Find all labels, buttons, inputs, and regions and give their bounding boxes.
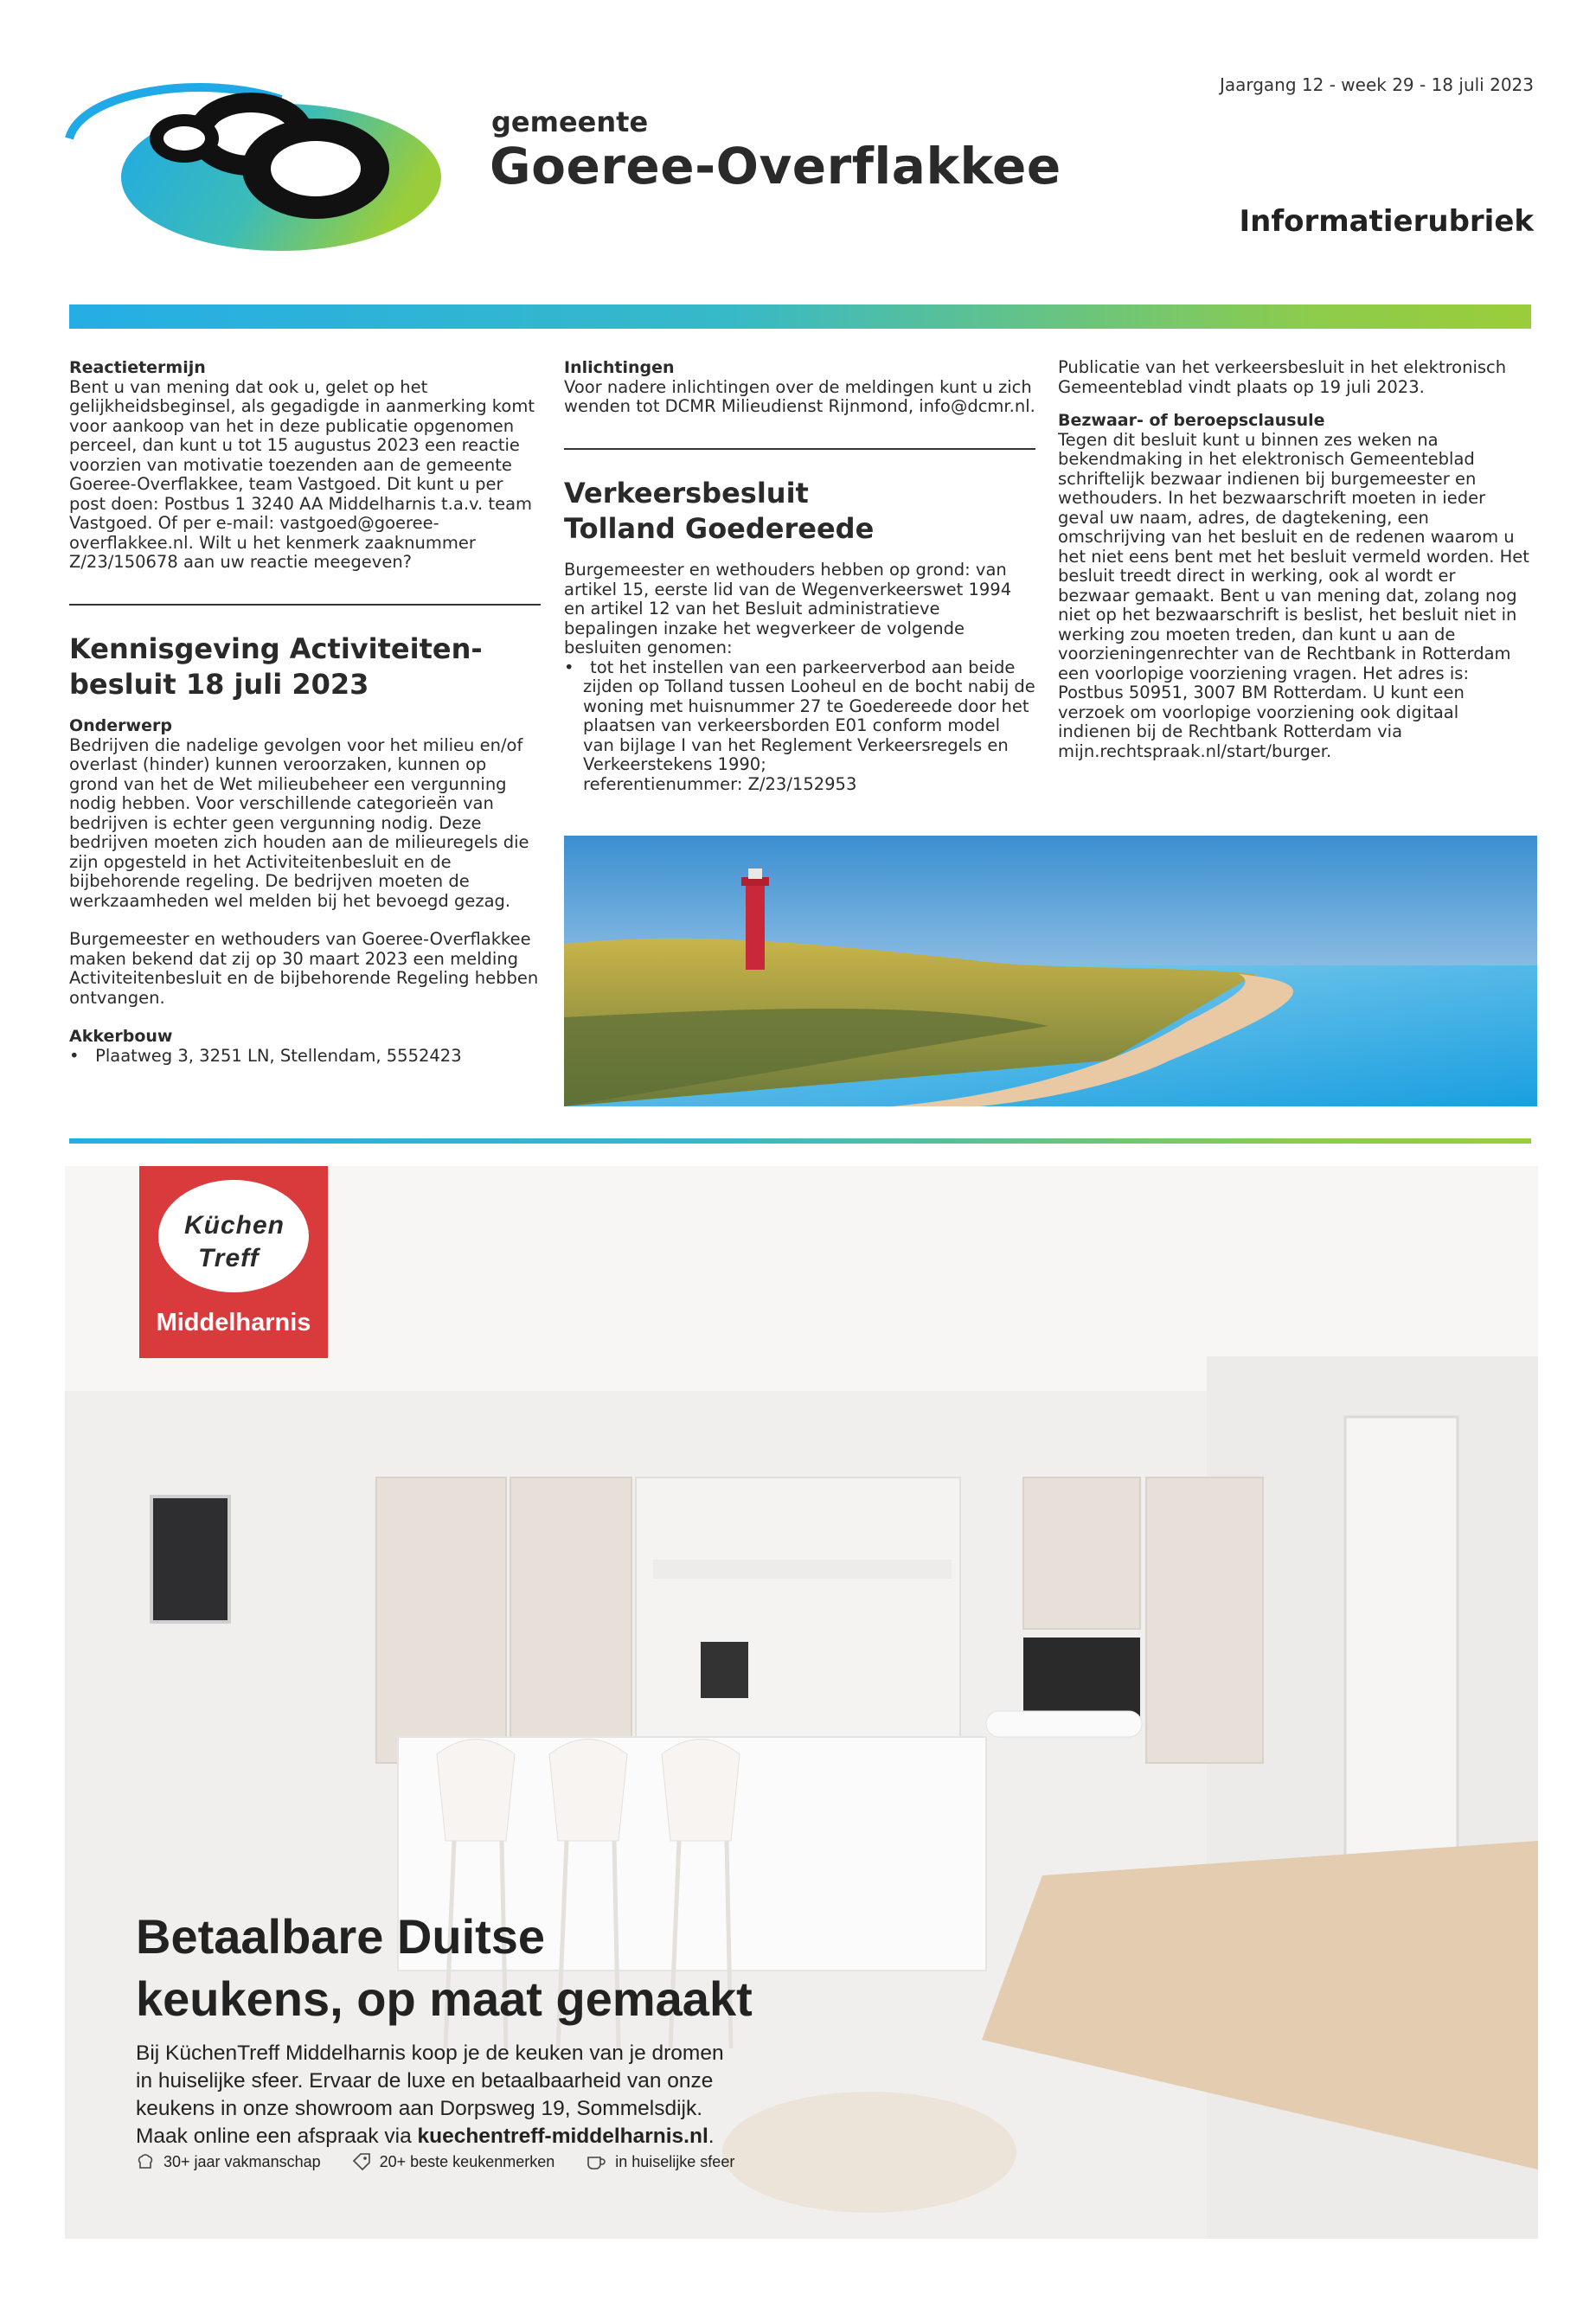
activiteitenbesluit-heading-line1: Kennisgeving Activiteiten- xyxy=(69,632,483,665)
bezwaar-label: Bezwaar- of beroepsclausule xyxy=(1058,411,1325,430)
gradient-divider-top xyxy=(69,304,1531,329)
inlichtingen-text: Voor nadere inlichtingen over de meldingen kunt u zich wenden tot DCMR Milieudienst Rijnmond, info@dcmr.nl. xyxy=(564,376,1035,416)
ad-features xyxy=(136,2152,734,2171)
coffee-cup-icon xyxy=(586,2152,606,2171)
section-divider xyxy=(564,448,1035,450)
inlichtingen-label: Inlichtingen xyxy=(564,358,675,377)
activiteitenbesluit-heading-line2: besluit 18 juli 2023 xyxy=(69,668,369,701)
kuechentreff-logo-badge xyxy=(139,1166,328,1358)
tag-icon xyxy=(352,2152,371,2171)
verkeersbesluit-bullet-text: tot het instellen van een parkeerverbod aan beide zijden op Tolland tussen Looheul en de bocht nabij de woning met huisnummer 27 te Goedereede door het plaatsen van verkeersborden E01 conform model van bijlage I van het Reglement Verkeersregels en Verkeerstekens 1990; xyxy=(583,657,1035,774)
beach-lighthouse-photo xyxy=(564,836,1537,1106)
section-divider xyxy=(69,604,541,606)
kuechentreff-logo-word-1: Küchen xyxy=(184,1211,285,1240)
akkerbouw-label: Akkerbouw xyxy=(69,1027,173,1046)
ad-body-line2: in huiselijke sfeer. Ervaar de luxe en betaalbaarheid van onze xyxy=(136,2069,714,2093)
verkeersbesluit-section xyxy=(564,476,1035,794)
feature-brands-label: 20+ beste keukenmerken xyxy=(379,2152,555,2170)
verkeersbesluit-heading-line2: Tolland Goedereede xyxy=(564,512,875,545)
feature-craftsmanship-label: 30+ jaar vakmanschap xyxy=(163,2152,321,2170)
kuechentreff-location: Middelharnis xyxy=(156,1309,311,1336)
verkeersbesluit-ref: referentienummer: Z/23/152953 xyxy=(583,773,857,794)
melding-text: Burgemeester en wethouders van Goeree-Overflakkee maken bekend dat zij op 30 maart 2023 een melding Activiteitenbesluit en de bijbehorende Regeling hebben ontvangen. xyxy=(69,929,539,1008)
ad-headline-line1: Betaalbare Duitse xyxy=(136,1909,546,1964)
ad-body-line4 xyxy=(136,2123,793,2150)
ad-body xyxy=(136,2040,793,2150)
ad-body-line4-prefix: Maak online een afspraak via xyxy=(136,2125,418,2148)
bezwaar-text: Tegen dit besluit kunt u binnen zes weken na bekendmaking in het elektronisch Gemeenteblad schriftelijk bezwaar indienen bij burgemeester en wethouders. In het bezwaarschrift moeten in ieder geval uw naam, adres, de dagtekening, een omschrijving van het besluit en de redenen waarom u het niet eens bent met het besluit vermeld worden. Het besluit treedt direct in werking, ook al wordt er bezwaar gemaakt. Bent u van mening dat, zolang nog niet op het bezwaarschrift is beslist, het besluit niet in werking zou moeten treden, dan kunt u aan de voorzieningenrechter van de Rechtbank in Rotterdam een voorlopige voorziening vragen. Het adres is: Postbus 50951, 3007 BM Rotterdam. U kunt een verzoek om voorlopige voorziening ook digitaal indienen bij de Rechtbank Rotterdam via mijn.rechtspraak.nl/start/burger. xyxy=(1058,429,1529,761)
ad-headline-line2: keukens, op maat gemaakt xyxy=(136,1971,753,2026)
verkeersbesluit-intro: Burgemeester en wethouders hebben op grond: van artikel 15, eerste lid van de Wegenverkeerswet 1994 en artikel 12 van het Besluit administratieve bepalingen inzake het wegverkeer de volgende besluiten genomen: xyxy=(564,560,1012,657)
activiteitenbesluit-section xyxy=(69,631,541,1066)
kuechentreff-logo-word-2: Treff xyxy=(198,1244,260,1272)
akkerbouw-item-text: Plaatweg 3, 3251 LN, Stellendam, 5552423 xyxy=(95,1045,462,1066)
column-2 xyxy=(564,358,1035,417)
chef-hat-icon xyxy=(136,2152,155,2171)
ad-website-link[interactable]: kuechentreff-middelharnis.nl xyxy=(417,2125,708,2148)
ad-headline xyxy=(136,1906,753,2030)
ad-body-line3: keukens in onze showroom aan Dorpsweg 19, Sommelsdijk. xyxy=(136,2097,703,2120)
ad-body-line4-suffix: . xyxy=(708,2125,715,2148)
issue-date: Jaargang 12 - week 29 - 18 juli 2023 xyxy=(1219,74,1534,95)
brand-name: Goeree-Overflakkee xyxy=(490,137,1061,195)
feature-craftsmanship xyxy=(136,2152,321,2171)
gradient-divider-bottom xyxy=(69,1138,1531,1144)
akkerbouw-item: • Plaatweg 3, 3251 LN, Stellendam, 5552423 xyxy=(69,1045,462,1066)
feature-brands xyxy=(352,2152,555,2171)
verkeersbesluit-heading-line1: Verkeersbesluit xyxy=(564,477,809,510)
ad-body-line1: Bij KüchenTreff Middelharnis koop je de keuken van je dromen xyxy=(136,2041,724,2065)
reactietermijn-label: Reactietermijn xyxy=(69,358,206,377)
onderwerp-label: Onderwerp xyxy=(69,716,172,735)
municipality-logo xyxy=(65,74,445,255)
section-title: Informatierubriek xyxy=(1239,204,1534,239)
kuechentreff-advertisement xyxy=(65,1166,1538,2239)
onderwerp-text: Bedrijven die nadelige gevolgen voor het milieu en/of overlast (hinder) kunnen veroorzaken, kunnen op grond van het de Wet milieubeheer een vergunning nodig hebben. Voor verschillende categorieën van bedrijven is echter geen vergunning nodig. Deze bedrijven moeten zich houden aan de milieuregels die zijn opgesteld in het Activiteitenbesluit en de bijbehorende regeling. De bedrijven moeten de werkzaamheden wel melden bij het bevoegd gezag. xyxy=(69,734,529,911)
feature-atmosphere-label: in huiselijke sfeer xyxy=(615,2152,735,2170)
column-3 xyxy=(1058,358,1529,761)
reactietermijn-text: Bent u van mening dat ook u, gelet op het gelijkheidsbeginsel, als gegadigde in aanmerking komt voor aankoop van het in deze publicatie opgenomen perceel, dan kunt u tot 15 augustus 2023 een reactie voorzien van motivatie toezenden aan de gemeente Goeree-Overflakkee, team Vastgoed. Dit kunt u per post doen: Postbus 1 3240 AA Middelharnis t.a.v. team Vastgoed. Of per e-mail: vastgoed@goeree-overflakkee.nl. Wilt u het kenmerk zaaknummer Z/23/150678 aan uw reactie meegeven? xyxy=(69,376,535,572)
brand-prefix: gemeente xyxy=(491,106,649,138)
column-1 xyxy=(69,358,541,573)
feature-atmosphere xyxy=(586,2152,734,2171)
verkeersbesluit-bullet: • tot het instellen van een parkeerverbod aan beide zijden op Tolland tussen Looheul en de bocht nabij de woning met huisnummer 27 te Goedereede door het plaatsen van verkeersborden E01 conform model van bijlage I van het Reglement Verkeersregels en Verkeerstekens 1990; xyxy=(564,657,1035,774)
publicatie-text: Publicatie van het verkeersbesluit in het elektronisch Gemeenteblad vindt plaats op 19 juli 2023. xyxy=(1058,357,1507,397)
